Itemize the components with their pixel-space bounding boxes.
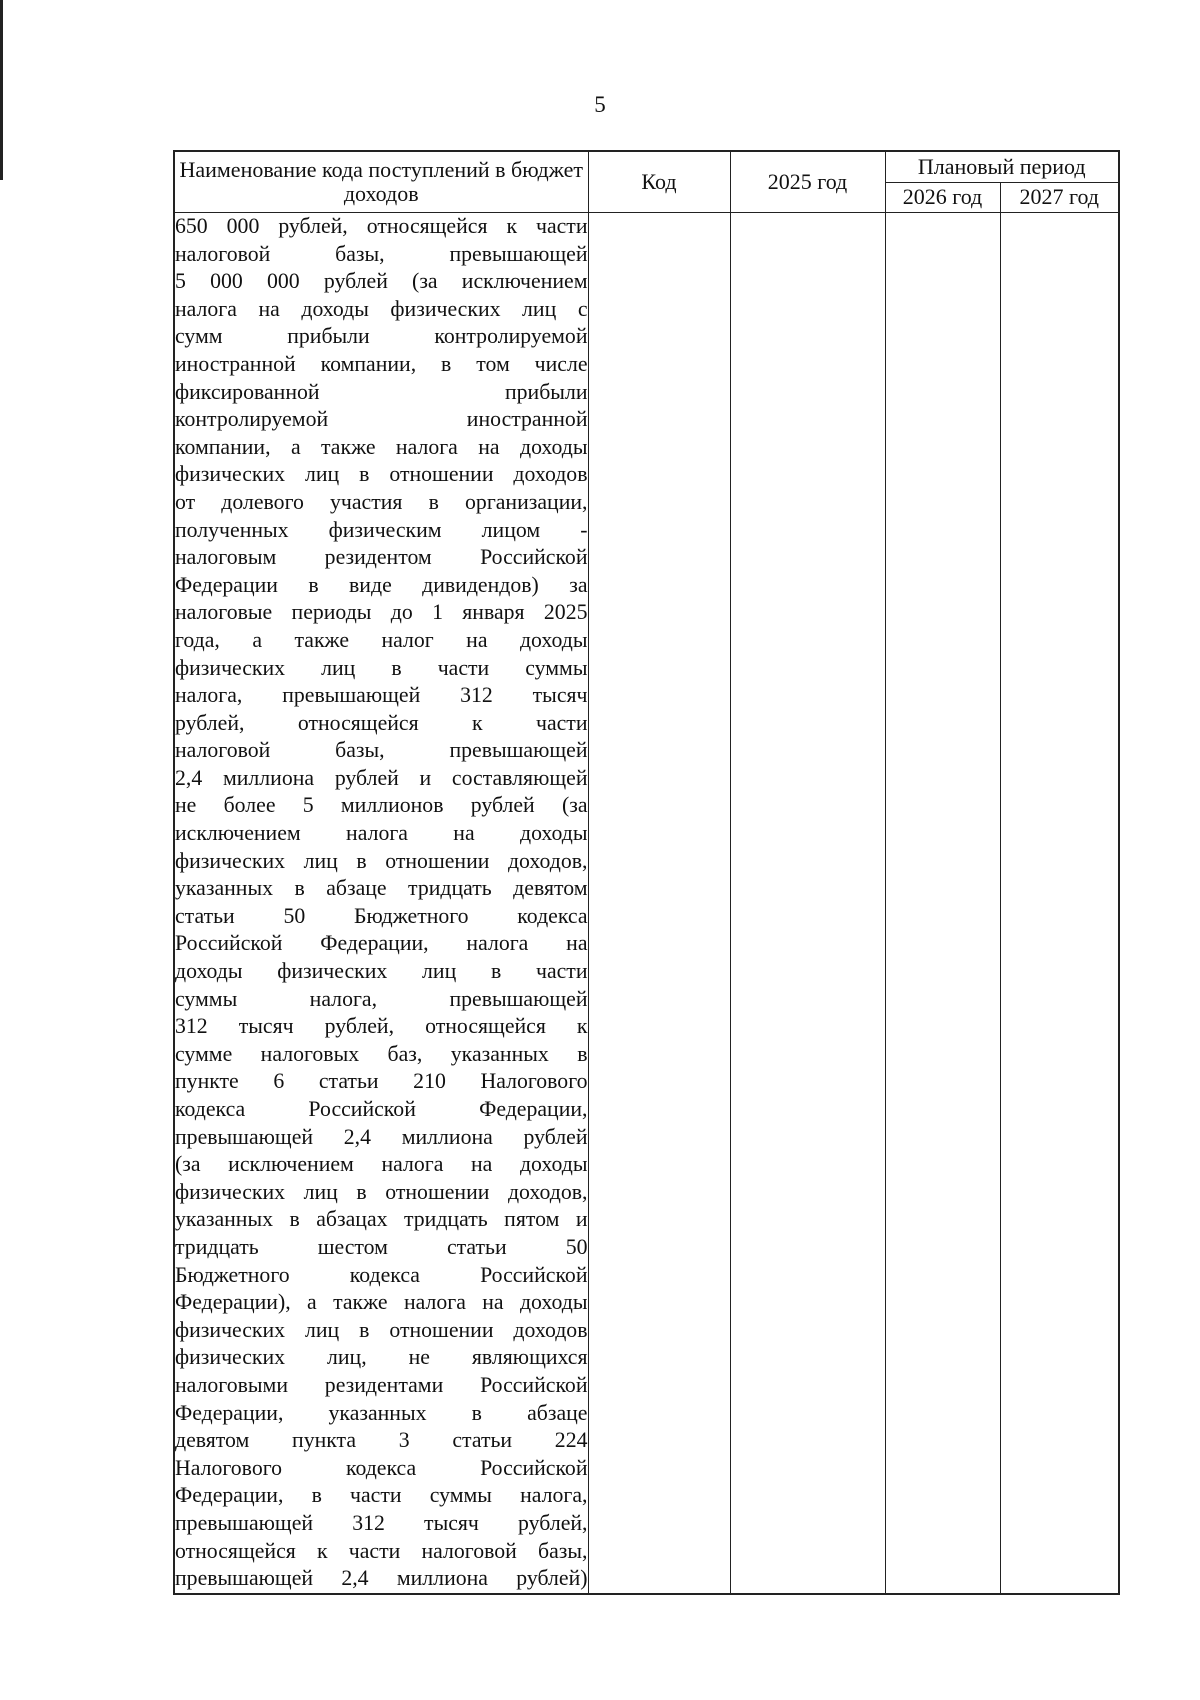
text-line: указанных в абзаце тридцать девятом — [175, 876, 588, 901]
text-line: указанных в абзацах тридцать пятом и — [175, 1207, 588, 1232]
text-line: физических лиц в отношении доходов, — [175, 848, 588, 873]
text-line: превышающей 312 тысяч рублей, — [175, 1510, 588, 1535]
text-line: налоговыми резидентами Российской — [175, 1372, 588, 1397]
text-line: налоговой базы, превышающей — [175, 738, 588, 763]
revenue-name-cell — [174, 213, 588, 1594]
text-line: компании, а также налога на доходы — [175, 434, 588, 459]
text-line: сумм прибыли контролируемой — [175, 324, 588, 349]
text-line: фиксированной прибыли — [175, 379, 588, 404]
code-cell — [588, 213, 730, 1594]
header-planned-period: Плановый период — [885, 151, 1119, 182]
text-line: иностранной компании, в том числе — [175, 351, 588, 376]
text-line: физических лиц в части суммы — [175, 655, 588, 680]
text-line: (за исключением налога на доходы — [175, 1152, 588, 1177]
header-year-2026: 2026 год — [885, 182, 1000, 213]
text-line: пункте 6 статьи 210 Налогового — [175, 1069, 588, 1094]
text-line: кодекса Российской Федерации, — [175, 1097, 588, 1121]
amount-2025-cell — [730, 213, 885, 1594]
text-line: физических лиц, не являющихся — [175, 1345, 588, 1370]
text-line: налоговые периоды до 1 января 2025 — [175, 600, 588, 625]
text-line: Федерации), а также налога на доходы — [175, 1290, 588, 1315]
text-line: 650 000 рублей, относящейся к части — [175, 214, 588, 238]
text-line: Бюджетного кодекса Российской — [175, 1262, 588, 1287]
text-line: физических лиц в отношении доходов — [175, 1317, 588, 1342]
text-line: Федерации, в части суммы налога, — [175, 1483, 588, 1508]
text-line: налоговым резидентом Российской — [175, 545, 588, 570]
text-line: сумме налоговых баз, указанных в — [175, 1041, 588, 1066]
revenue-table — [173, 150, 1120, 1595]
left-margin-line — [0, 0, 3, 180]
text-line: статьи 50 Бюджетного кодекса — [175, 903, 588, 928]
header-year-2027: 2027 год — [1000, 182, 1119, 213]
text-line: рублей, относящейся к части — [175, 710, 588, 735]
page-number: 5 — [594, 92, 606, 117]
text-line: 2,4 миллиона рублей и составляющей — [175, 765, 588, 790]
text-line: налога, превышающей 312 тысяч — [175, 683, 588, 708]
text-line: от долевого участия в организации, — [175, 489, 588, 514]
header-name: Наименование кода поступлений в бюджет доходов — [174, 151, 588, 213]
text-line: физических лиц в отношении доходов, — [175, 1179, 588, 1204]
text-line: 5 000 000 рублей (за исключением — [175, 269, 588, 294]
text-line: не более 5 миллионов рублей (за — [175, 793, 588, 818]
table-row — [174, 213, 1119, 1594]
text-line: Федерации, указанных в абзаце — [175, 1400, 588, 1425]
text-line: Налогового кодекса Российской — [175, 1455, 588, 1480]
header-year-2025: 2025 год — [730, 151, 885, 213]
text-line: Федерации в виде дивидендов) за — [175, 572, 588, 597]
text-line: года, а также налог на доходы — [175, 627, 588, 652]
text-line: налоговой базы, превышающей — [175, 241, 588, 266]
text-line: полученных физическим лицом - — [175, 517, 588, 542]
text-line: физических лиц в отношении доходов — [175, 462, 588, 487]
text-line: налога на доходы физических лиц с — [175, 296, 588, 321]
text-line: 312 тысяч рублей, относящейся к — [175, 1014, 588, 1039]
text-line: девятом пункта 3 статьи 224 — [175, 1428, 588, 1453]
text-line: доходы физических лиц в части — [175, 959, 588, 984]
text-line: превышающей 2,4 миллиона рублей — [175, 1124, 588, 1149]
header-code: Код — [588, 151, 730, 213]
text-line: суммы налога, превышающей — [175, 986, 588, 1011]
amount-2027-cell — [1000, 213, 1119, 1594]
text-line: превышающей 2,4 миллиона рублей) — [175, 1566, 588, 1591]
text-line: тридцать шестом статьи 50 — [175, 1234, 588, 1259]
amount-2026-cell — [885, 213, 1000, 1594]
text-line: контролируемой иностранной — [175, 407, 588, 432]
text-line: исключением налога на доходы — [175, 821, 588, 846]
text-line: Российской Федерации, налога на — [175, 931, 588, 956]
text-line: относящейся к части налоговой базы, — [175, 1538, 588, 1563]
